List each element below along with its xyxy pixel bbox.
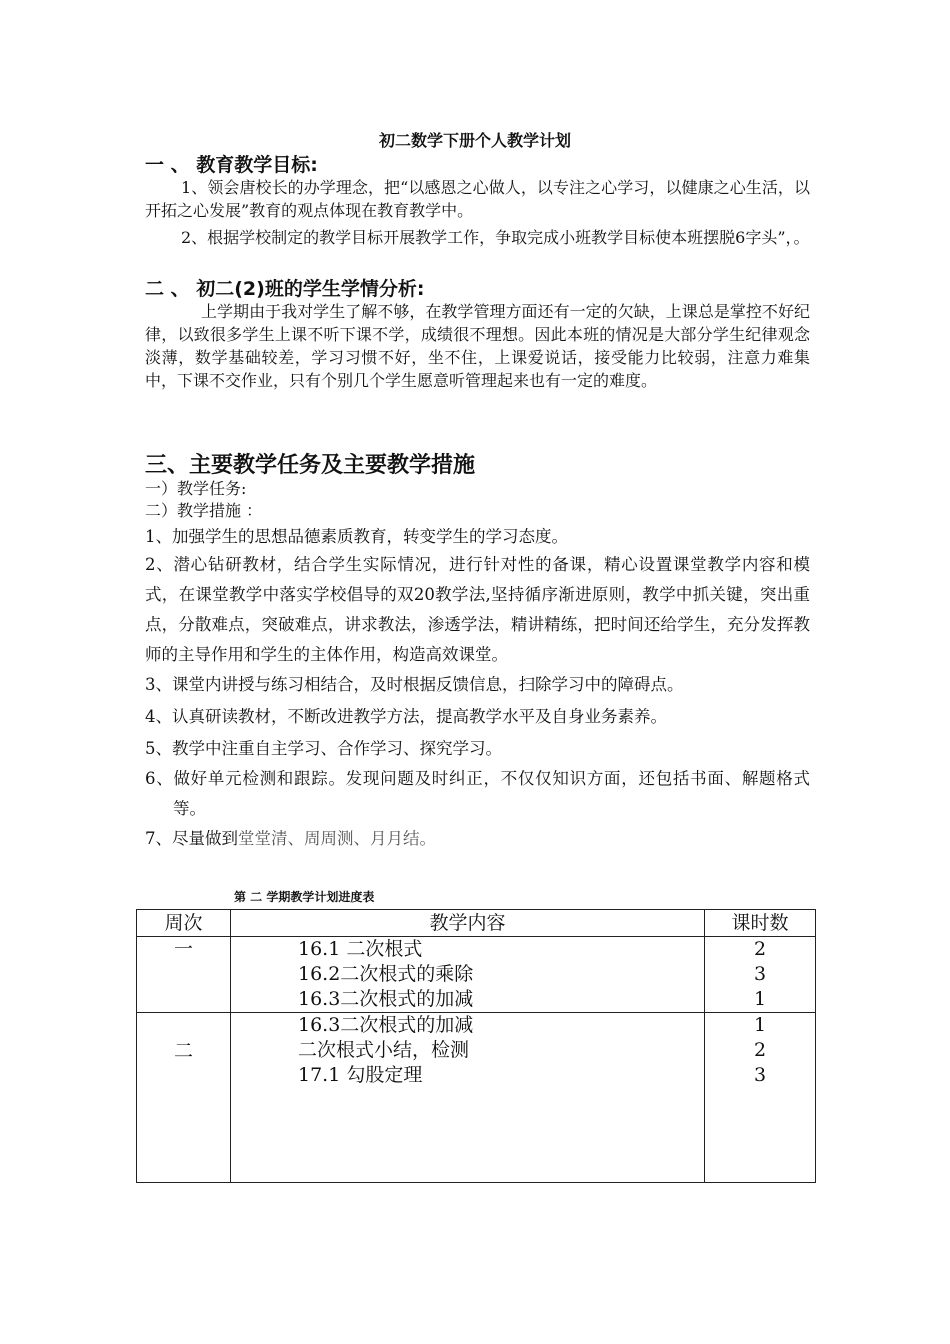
section-2-paragraph: 上学期由于我对学生了解不够，在教学管理方面还有一定的欠缺，上课总是掌控不好纪律，以致很多学生上课不听下课不学，成绩很不理想。因此本班的情况是大部分学生纪律观念淡薄，数学基础较差，学习习惯不好，坐不住，上课爱说话，接受能力比较弱，注意力难集中，下课不交作业，只有个别几个学生愿意听管理起来也有一定的难度。 bbox=[145, 302, 810, 390]
section-1-paragraph-1: 1、领会唐校长的办学理念，把“以感恩之心做人，以专注之心学习，以健康之心生活，以开拓之心发展”教育的观点体现在教育教学中。 bbox=[145, 178, 810, 220]
table-row bbox=[137, 1013, 816, 1183]
week-cell: 二 bbox=[137, 1013, 231, 1183]
header-content: 教学内容 bbox=[231, 910, 705, 937]
schedule-header-row bbox=[137, 910, 816, 937]
measure-item-4: 4、认真研读教材，不断改进教学方法，提高教学水平及自身业务素养。 bbox=[145, 707, 667, 726]
document-title: 初二数学下册个人教学计划 bbox=[378, 131, 571, 150]
measure-item-7-rest: 堂堂清、周周测、月月结。 bbox=[238, 829, 436, 848]
schedule-table bbox=[136, 909, 816, 1183]
section-1-paragraph-2: 2、根据学校制定的教学目标开展教学工作，争取完成小班教学目标使本班摆脱6字头”，。 bbox=[181, 228, 810, 247]
content-cell bbox=[231, 1013, 705, 1183]
hours-cell bbox=[705, 1013, 816, 1183]
content-line: 二次根式小结，检测 bbox=[298, 1039, 470, 1061]
content-cell bbox=[231, 937, 705, 1013]
header-hours: 课时数 bbox=[705, 910, 816, 937]
section-2-heading: 二 、 初二(2)班的学生学情分析: bbox=[145, 278, 425, 300]
content-line: 16.3二次根式的加减 bbox=[298, 1014, 474, 1036]
hours-value: 3 bbox=[753, 963, 767, 985]
week-cell: 一 bbox=[137, 937, 231, 1013]
measure-item-5: 5、教学中注重自主学习、合作学习、探究学习。 bbox=[145, 739, 502, 758]
table-row bbox=[137, 937, 816, 1013]
measure-item-3: 3、课堂内讲授与练习相结合，及时根据反馈信息，扫除学习中的障碍点。 bbox=[145, 675, 684, 694]
header-week: 周次 bbox=[137, 910, 231, 937]
measure-item-7 bbox=[145, 824, 810, 854]
measure-item-7-prefix: 7、尽量做到 bbox=[145, 829, 238, 848]
measure-item-2: 2、潜心钻研教材，结合学生实际情况，进行针对性的备课，精心设置课堂教学内容和模式，在课堂教学中落实学校倡导的双20教学法,坚持循序渐进原则，教学中抓关键，突出重点，分散难点，突破难点，讲求教法，渗透学法，精讲精练，把时间还给学生，充分发挥教师的主导作用和学生的主体作用，构造高效课堂。 bbox=[145, 555, 810, 664]
hours-value: 1 bbox=[753, 1014, 767, 1036]
content-line: 17.1 勾股定理 bbox=[298, 1064, 423, 1086]
hours-cell bbox=[705, 937, 816, 1013]
section-3-sub-tasks: 一）教学任务: bbox=[145, 479, 247, 498]
hours-value: 3 bbox=[753, 1064, 767, 1086]
hours-value: 2 bbox=[753, 938, 767, 960]
section-1-heading: 一 、 教育教学目标: bbox=[145, 154, 318, 176]
measure-item-6: 6、做好单元检测和跟踪。发现问题及时纠正，不仅仅知识方面，还包括书面、解题格式等。 bbox=[145, 769, 810, 818]
measure-item-1: 1、加强学生的思想品德素质教育，转变学生的学习态度。 bbox=[145, 527, 568, 546]
hours-value: 1 bbox=[753, 988, 767, 1010]
schedule-title: 第 二 学期教学计划进度表 bbox=[234, 890, 375, 904]
content-line: 16.3二次根式的加减 bbox=[298, 988, 474, 1010]
hours-value: 2 bbox=[753, 1039, 767, 1061]
content-line: 16.2二次根式的乘除 bbox=[298, 963, 474, 985]
content-line: 16.1 二次根式 bbox=[298, 938, 423, 960]
section-3-heading: 三、主要教学任务及主要教学措施 bbox=[145, 453, 476, 478]
section-3-sub-measures: 二）教学措施 ： bbox=[145, 501, 263, 520]
